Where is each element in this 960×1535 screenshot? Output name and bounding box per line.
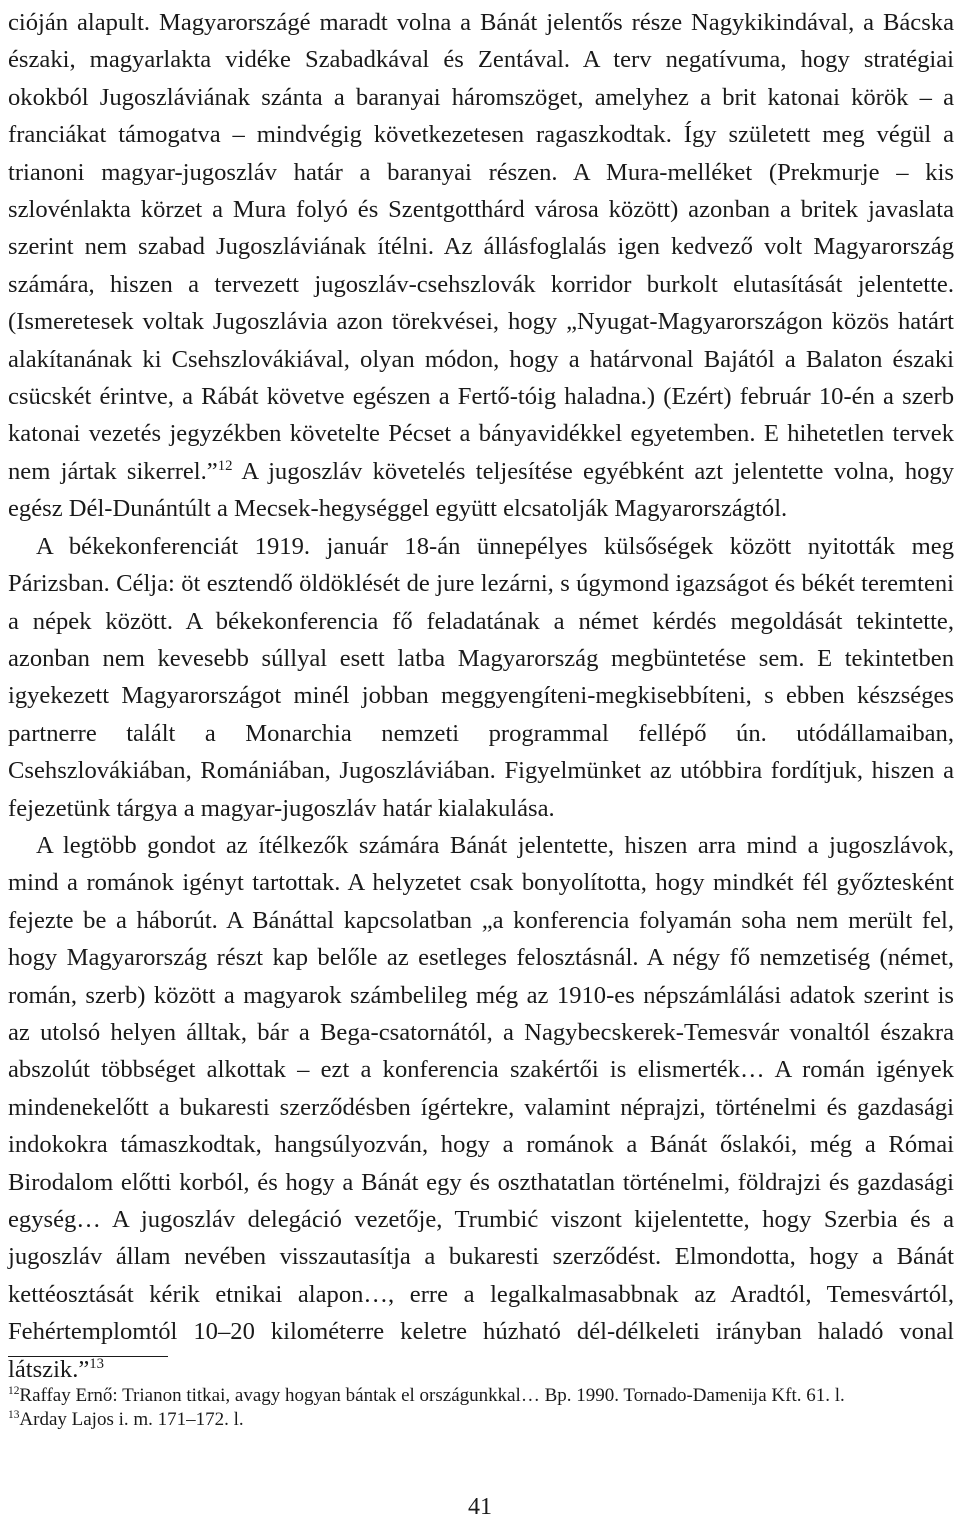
paragraph-1-text: cióján alapult. Magyarországé maradt volna a Bánát jelentős része Nagykikindával, a Bácska északi, magyarlakta vidéke Szabadkával és Zentával. A terv negatívuma, hogy stratégiai okokból Jugoszláviának szánta a baranyai háromszöget, amelyhez a brit katonai körök – a franciákat támogatva – mindvégig következetesen ragaszkodtak. Így született meg végül a trianoni magyar-jugoszláv határ a baranyai részen. A Mura-melléket (Prekmurje – kis szlovénlakta körzet a Mura folyó és Szentgotthárd városa között) azonban a britek javaslata szerint nem szabad Jugoszláviának ítélni. Az állásfoglalás igen kedvező volt Magyarország számára, hiszen a tervezett jugoszláv-csehszlovák korridor burkolt elutasítását jelentette. (Ismeretesek voltak Jugoszlávia azon törekvései, hogy „Nyugat-Magyarországon közös határt alakítanának ki Csehszlovákiával, olyan módon, hogy a határvonal Bajától a Balaton északi csücskét érintve, a Rábát követve egészen a Fertő-tóig haladna.) (Ezért) február 10-én a szerb katonai vezetés jegyzékben követelte Pécset a bányavidékkel egyetemben. E hihetetlen tervek nem jártak sikerrel.” <box>8 9 954 485</box>
footnote-divider <box>8 1356 168 1357</box>
footnote-13 <box>8 1408 954 1432</box>
paragraph-3-text: A legtöbb gondot az ítélkezők számára Bánát jelentette, hiszen arra mind a jugoszlávok, mind a románok igényt tartottak. A helyzetet csak bonyolította, hogy mindkét fél győztesként fejezte be a háborút. A Bánáttal kapcsolatban „a konferencia folyamán soha nem merült fel, hogy Magyarország részt kap belőle az esetleges felosztásnál. A négy fő nemzetiség (német, román, szerb) között a magyarok számbelileg még az 1910-es népszámlálási adatok szerint is az utolsó helyen álltak, bár a Bega-csatornától, a Nagybecskerek-Temesvár vonaltól északra abszolút többséget alkottak – ezt a konferencia szakértői is elismerték… A román igények mindenekelőtt a bukaresti szerződésben ígértekre, valamint néprajzi, történelmi és gazdasági indokokra támaszkodtak, hangsúlyozván, hogy a románok a Bánát őslakói, még a Római Birodalom előtti korból, és hogy a Bánát egy és oszthatatlan történelmi, földrajzi és gazdasági egység… A jugoszláv delegáció vezetője, Trumbić viszont kijelentette, hogy Szerbia és a jugoszláv állam nevében visszautasítja a bukaresti szerződést. Elmondotta, hogy a Bánát kettéosztását kérik etnikai alapon…, erre a legalkalmasabbnak az Aradtól, Temesvártól, Fehértemplomtól 10–20 kilométerre keletre húzható dél-délkeleti irányban haladó vonal látszik.” <box>8 831 954 1383</box>
footnote-text: Arday Lajos i. m. 171–172. l. <box>19 1409 244 1430</box>
paragraph-2: A békekonferenciát 1919. január 18-án ünnepélyes külsőségek között nyitották meg Párizsban. Célja: öt esztendő öldöklését de jure lezárni, s úgymond igazságot és békét teremteni a népek között. A békekonferencia fő feladatának a német kérdés megoldását tekintette, azonban nem kevesebb súllyal esett latba Magyarország megbüntetése sem. E tekintetben igyekezett Magyarországot minél jobban meggyengíteni-megkisebbíteni, s ebben készséges partnerre talált a Monarchia nemzeti programmal fellépő ún. utódállamaiban, Csehszlovákiában, Romániában, Jugoszláviában. Figyelmünket az utóbbira fordítjuk, hiszen a fejezetünk tárgya a magyar-jugoszláv határ kialakulása. <box>8 532 954 822</box>
footnote-text: Raffay Ernő: Trianon titkai, avagy hogyan bántak el országunkkal… Bp. 1990. Tornado-Damenija Kft. 61. l. <box>19 1385 845 1406</box>
page-number: 41 <box>468 1494 492 1520</box>
paragraph-3 <box>8 827 954 1388</box>
footnote-number: 12 <box>8 1385 20 1398</box>
footnote-ref-13: 13 <box>89 1355 105 1372</box>
paragraph-1-continuation: A jugoszláv követelés teljesítése egyébként azt jelentette volna, hogy egész Dél-Dunántúlt a Mecsek-hegységgel együtt elcsatolják Magyarországtól. <box>8 457 955 523</box>
footnotes <box>8 1384 954 1432</box>
footnote-ref-12: 12 <box>217 458 233 475</box>
footnote-number: 13 <box>8 1409 20 1422</box>
footnote-12 <box>8 1384 954 1408</box>
body-text <box>8 4 954 1388</box>
paragraph-1 <box>8 4 954 528</box>
